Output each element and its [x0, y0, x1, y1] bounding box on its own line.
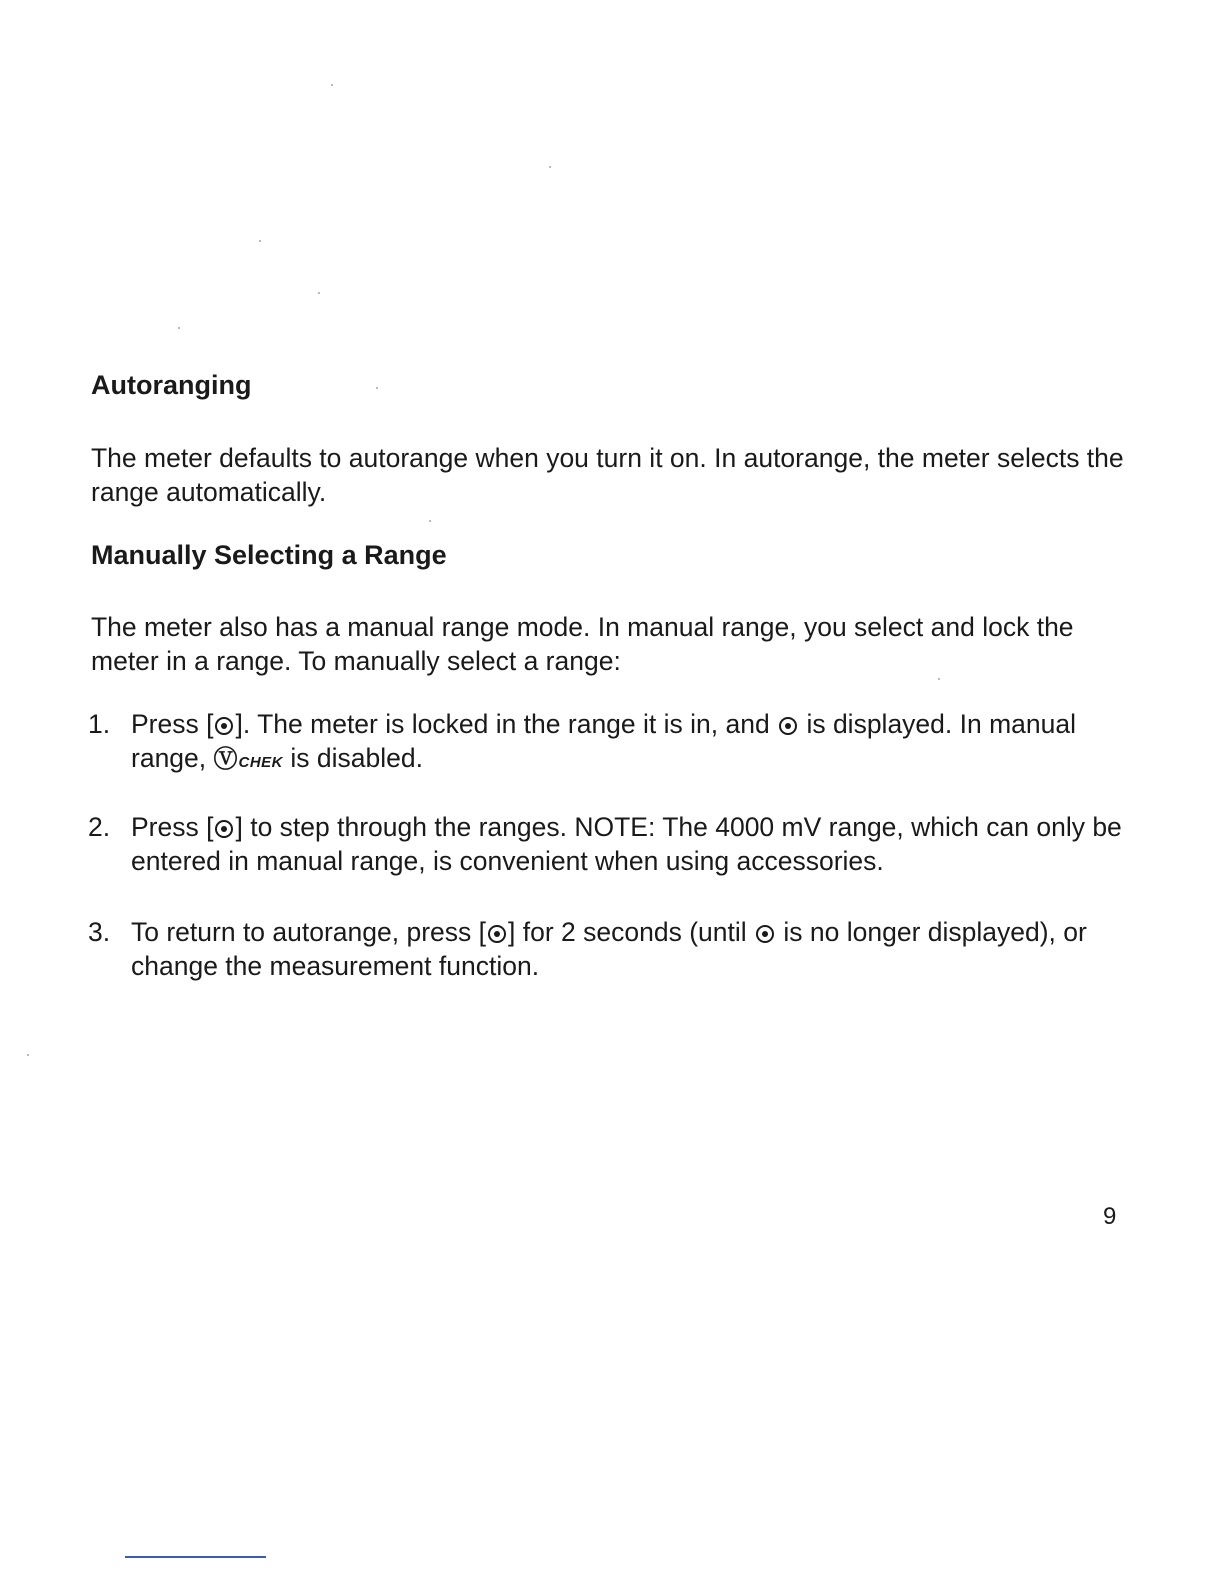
step-text — [131, 810, 1131, 878]
step-number: 3. — [88, 917, 111, 947]
manual-range-paragraph: The meter also has a manual range mode. In manual range, you select and lock the meter in a range. To manually select a range: — [91, 612, 1074, 676]
step-number: 2. — [88, 812, 111, 842]
step-text-segment: To return to autorange, press — [131, 917, 479, 947]
range-lock-icon — [215, 717, 233, 735]
section-heading-manual-range: Manually Selecting a Range — [91, 540, 447, 570]
range-lock-icon — [756, 925, 774, 943]
range-key-reference: [ ] — [478, 917, 516, 947]
step-text-segment: is no longer displayed), or change the measurement function. — [131, 917, 1087, 981]
bottom-rule — [125, 1556, 266, 1558]
range-lock-icon — [215, 820, 233, 838]
scan-speck — [376, 387, 378, 389]
scan-speck — [178, 327, 180, 329]
range-lock-icon — [488, 925, 506, 943]
range-key-reference: [ ] — [206, 709, 243, 739]
autoranging-paragraph: The meter defaults to autorange when you turn it on. In autorange, the meter selects the range automatically. — [91, 443, 1124, 507]
step-number: 1. — [88, 709, 111, 739]
step-text-segment: to step through the ranges. NOTE: The 4000 mV range, which can only be entered in manual range, is convenient when using accessories. — [131, 812, 1122, 876]
vchek-label: CHEK — [238, 754, 284, 771]
step-text-segment: is displayed. In manual range, — [131, 709, 1077, 773]
step-text-segment: is disabled. — [283, 743, 423, 773]
step-text — [131, 915, 1131, 983]
scan-speck — [549, 166, 551, 168]
step-text-segment: for 2 seconds (until — [515, 917, 755, 947]
step-text-segment: Press — [131, 812, 207, 842]
page-number: 9 — [1103, 1203, 1117, 1230]
scan-speck — [318, 292, 320, 294]
step-text-segment: Press — [131, 709, 207, 739]
range-key-reference: [ ] — [206, 812, 243, 842]
scan-speck — [938, 678, 940, 680]
scan-speck — [331, 84, 333, 86]
section-heading-autoranging: Autoranging — [91, 370, 252, 400]
vchek-icon — [214, 743, 284, 780]
scan-speck — [27, 1054, 29, 1056]
step-text-segment: . The meter is locked in the range it is in, and — [242, 709, 778, 739]
range-lock-icon — [779, 717, 797, 735]
scan-speck — [429, 520, 431, 522]
scan-speck — [259, 240, 261, 242]
step-text — [131, 707, 1131, 780]
vchek-mark-icon: Ⓥ — [213, 746, 238, 773]
